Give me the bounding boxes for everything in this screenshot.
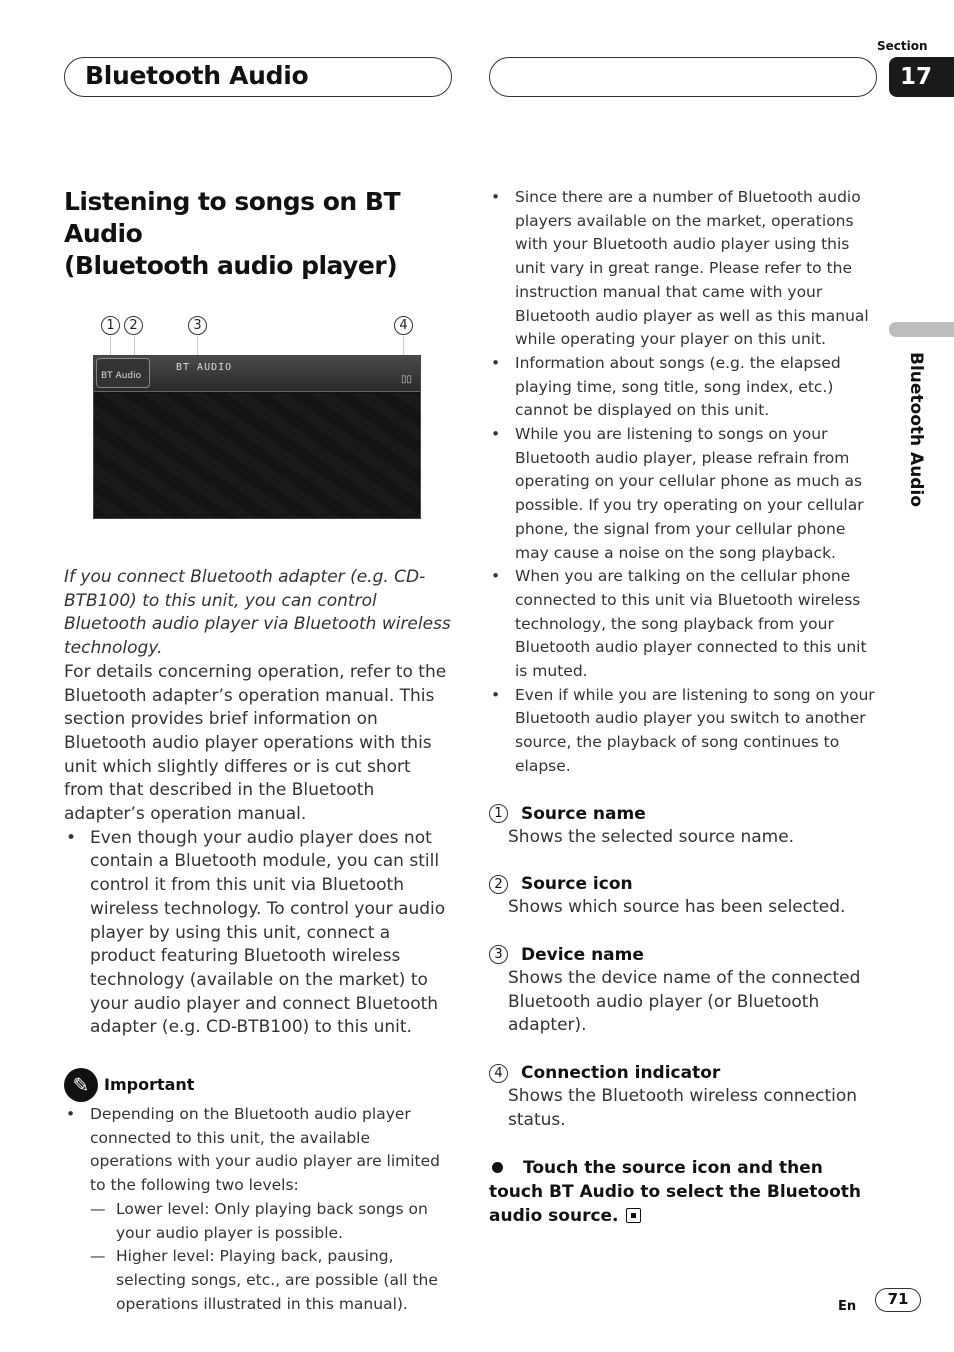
section-label: Section: [877, 39, 928, 53]
legend-2-marker: 2: [489, 875, 508, 894]
figure-callout-1-2: [101, 316, 143, 335]
important-icon: ✎: [64, 1068, 98, 1102]
legend-item-2: [489, 872, 877, 920]
legend-1-desc: Shows the selected source name.: [508, 826, 795, 847]
level-lower-item: — Lower level: Only playing back songs on your audio player is possible.: [64, 1198, 452, 1245]
source-icon[interactable]: BT Audio: [96, 358, 150, 388]
display-figure: [64, 316, 452, 546]
callout-3-marker: 3: [188, 316, 207, 335]
intro-italic-text: If you connect Bluetooth adapter (e.g. CD-BTB100) to this unit, you can control Bluetooth audio player via Bluetooth wireless technology.: [64, 567, 451, 659]
connection-indicator-icon: ▯▯: [400, 374, 412, 385]
section-number-badge: 17: [889, 57, 954, 97]
right-column: [489, 186, 877, 1228]
final-instruction: [489, 1156, 877, 1228]
important-label: Important: [104, 1075, 195, 1095]
legend-item-3: [489, 943, 877, 1038]
legend-4-desc: Shows the Bluetooth wireless connection status.: [508, 1086, 858, 1130]
legend-2-title: Source icon: [521, 874, 633, 895]
callout-2-marker: 2: [124, 316, 143, 335]
footer-language: En: [838, 1299, 857, 1314]
page-heading: [64, 186, 452, 282]
page-heading-line2: (Bluetooth audio player): [64, 251, 398, 280]
page-number: 71: [875, 1288, 921, 1312]
legend-1-marker: 1: [489, 804, 508, 823]
note-bullet-2: • Information about songs (e.g. the elapsed playing time, song title, song index, etc.) cannot be displayed on this unit.: [489, 352, 877, 423]
note-bullet-5: • Even if while you are listening to song on your Bluetooth audio player you switch to another source, the playback of song continues to elapse.: [489, 684, 877, 779]
device-name-display: BT AUDIO: [176, 362, 233, 373]
intro-text: For details concerning operation, refer to the Bluetooth adapter’s operation manual. This section provides brief information on Bluetooth audio player operations with this unit which slightly differes or is cut short from that described in the Bluetooth adapter’s operation manual.: [64, 661, 447, 825]
header-title-frame: [64, 57, 452, 97]
figure-callout-3: [188, 316, 207, 335]
legend-item-1: [489, 802, 877, 850]
legend-3-desc: Shows the device name of the connected Bluetooth audio player (or Bluetooth adapter).: [508, 967, 861, 1036]
header-title: Bluetooth Audio: [85, 61, 309, 90]
note-bullet-3: • While you are listening to songs on your Bluetooth audio player, please refrain from operating on your cellular phone as much as possible. If you try operating on your cellular phone, the signal from your cellular phone may cause a noise on the song playback.: [489, 423, 877, 565]
note-bullet-1: • Since there are a number of Bluetooth audio players available on the market, operations with your Bluetooth audio player using this unit vary in great range. Please refer to the instruction manual that came with your Bluetooth audio player as well as this manual while operating your player on this unit.: [489, 186, 877, 352]
head-unit-screen: [93, 355, 421, 519]
legend-3-marker: 3: [489, 945, 508, 964]
important-bullet: • Depending on the Bluetooth audio player connected to this unit, the available operations with your audio player are limited to the following two levels:: [64, 1103, 452, 1198]
callout-4-marker: 4: [394, 316, 413, 335]
note-bullet-4: • When you are talking on the cellular phone connected to this unit via Bluetooth wireless technology, the song playback from your Bluetooth audio player connected to this unit is muted.: [489, 565, 877, 684]
legend-4-title: Connection indicator: [521, 1063, 721, 1084]
instruction-bullet-icon: [492, 1162, 503, 1173]
legend-2-desc: Shows which source has been selected.: [508, 897, 846, 918]
left-column: [64, 186, 452, 1316]
important-callout: [64, 1068, 452, 1104]
screen-background: [94, 393, 420, 519]
header-blank-frame: [489, 57, 877, 97]
legend-4-marker: 4: [489, 1064, 508, 1083]
level-higher-item: — Higher level: Playing back, pausing, selecting songs, etc., are possible (all the operations illustrated in this manual).: [64, 1245, 452, 1316]
callout-1-marker: 1: [101, 316, 120, 335]
legend-item-4: [489, 1061, 877, 1132]
bullet-module: • Even though your audio player does not contain a Bluetooth module, you can still control it from this unit via Bluetooth wireless technology. To control your audio player by using this unit, connect a product featuring Bluetooth wireless technology (available on the market) to your audio player and connect Bluetooth adapter (e.g. CD-BTB100) to this unit.: [64, 827, 452, 1040]
legend-1-title: Source name: [521, 803, 646, 824]
screen-top-bar: [94, 356, 420, 392]
side-tab-marker: [889, 322, 954, 337]
side-chapter-label: Bluetooth Audio: [906, 352, 926, 507]
final-instruction-text: Touch the source icon and then touch BT Audio to select the Bluetooth audio source.: [489, 1157, 861, 1226]
notes-list: [489, 186, 877, 779]
legend-3-title: Device name: [521, 944, 644, 965]
page-heading-line1: Listening to songs on BT Audio: [64, 187, 400, 248]
figure-callout-4: [394, 316, 413, 335]
end-mark-icon: [626, 1208, 641, 1223]
